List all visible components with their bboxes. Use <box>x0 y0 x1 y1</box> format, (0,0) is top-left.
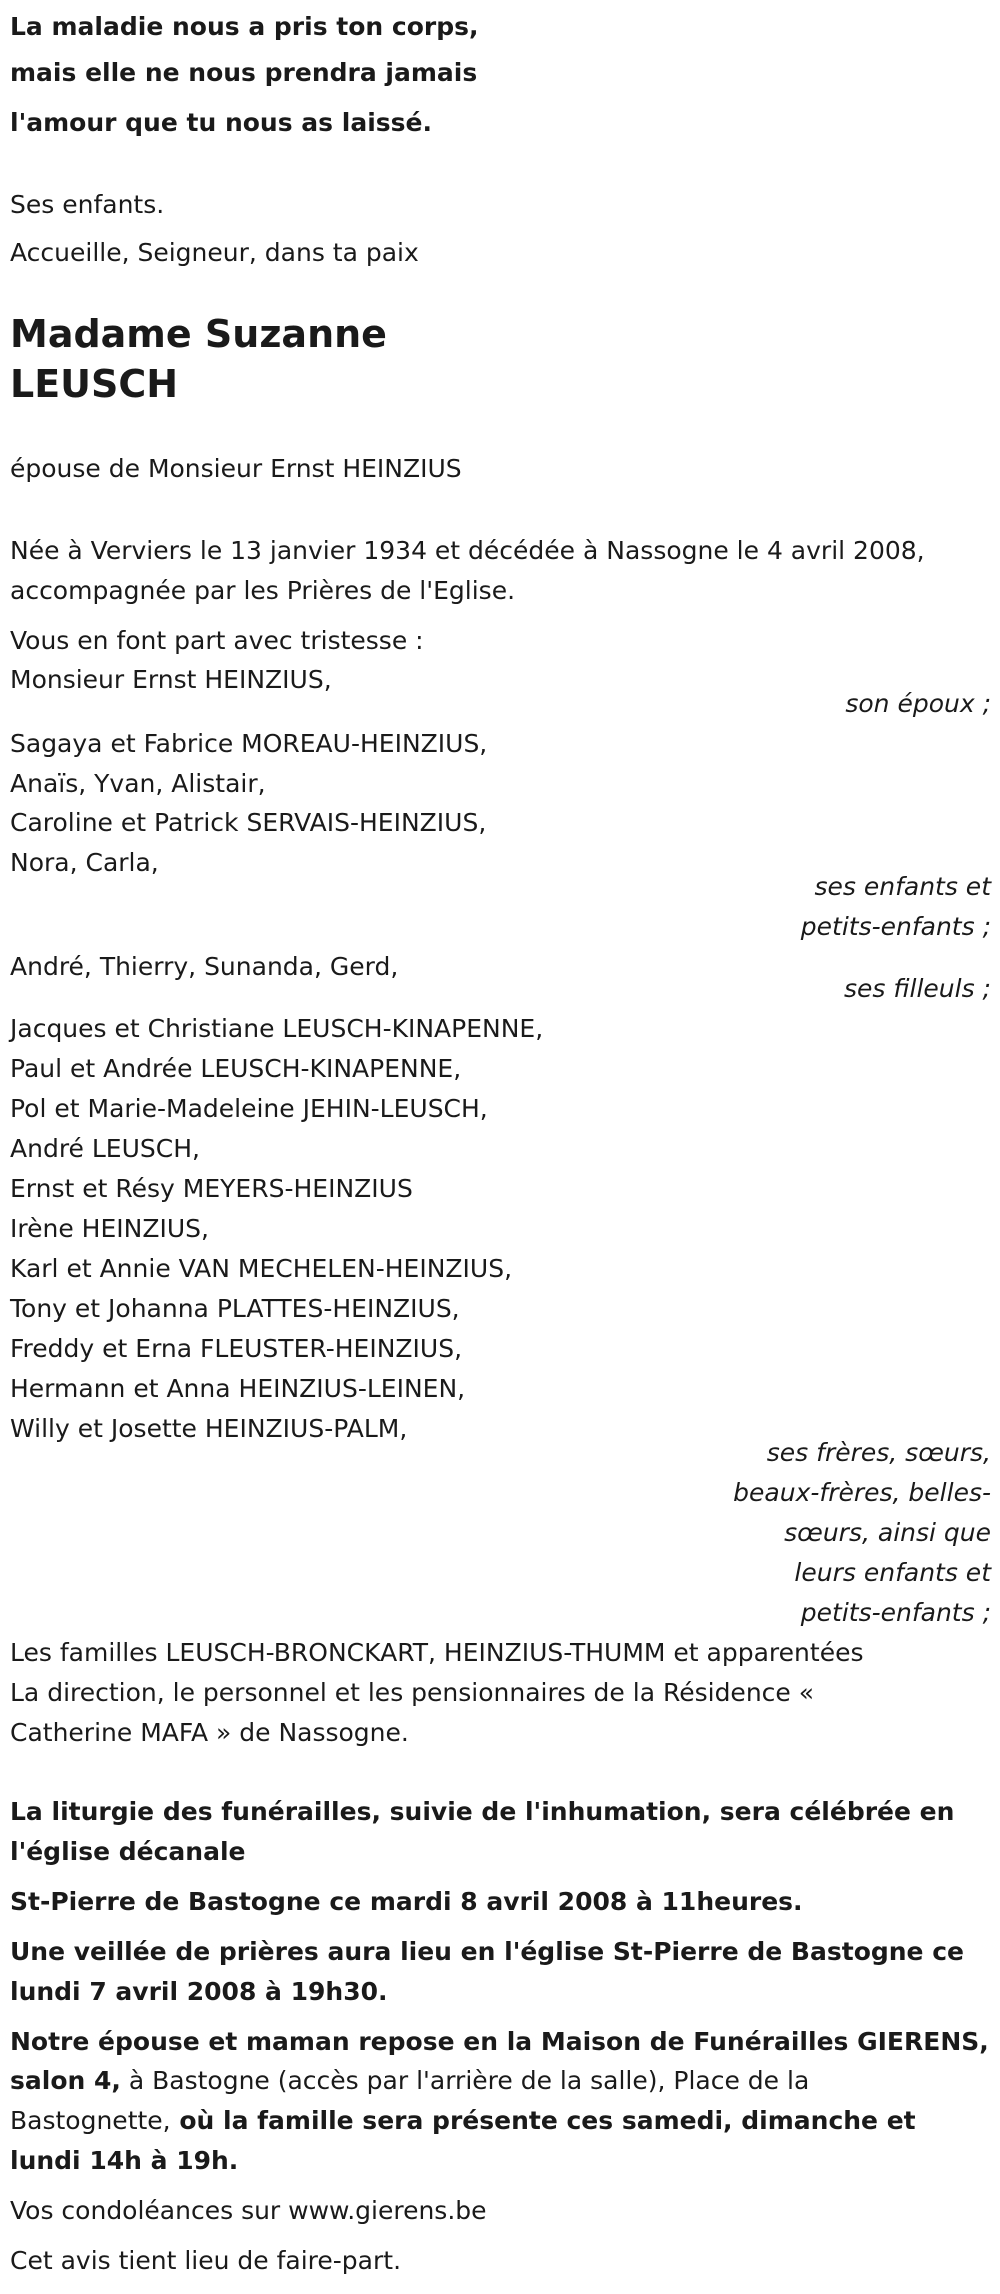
child-line-4: Nora, Carla, <box>10 848 159 877</box>
deceased-name-last: LEUSCH <box>10 362 179 406</box>
closing-line: Cet avis tient lieu de faire-part. <box>10 2246 402 2275</box>
families-line-1: Les familles LEUSCH-BRONCKART, HEINZIUS-THUMM et apparentées <box>10 1638 864 1667</box>
church-line: St-Pierre de Bastogne ce mardi 8 avril 2008 à 11heures. <box>10 1887 803 1916</box>
quote-line-2: mais elle ne nous prendra jamais <box>10 58 478 87</box>
families-line-2: La direction, le personnel et les pensionnaires de la Résidence « <box>10 1678 815 1707</box>
siblings-relation-5: petits-enfants ; <box>800 1598 991 1627</box>
sibling-line-5: Ernst et Résy MEYERS-HEINZIUS <box>10 1174 413 1203</box>
intro-line-1: Ses enfants. <box>10 190 165 219</box>
rest-line-1: Notre épouse et maman repose en la Maison de Funérailles GIERENS, <box>10 2027 989 2056</box>
sibling-line-4: André LEUSCH, <box>10 1134 200 1163</box>
siblings-relation-3: sœurs, ainsi que <box>784 1518 991 1547</box>
intro-line-2: Accueille, Seigneur, dans ta paix <box>10 238 419 267</box>
rest-line-4: lundi 14h à 19h. <box>10 2146 239 2175</box>
siblings-relation-2: beaux-frères, belles- <box>733 1478 991 1507</box>
rest-line-2 <box>10 2064 809 2098</box>
liturgy-line-1: La liturgie des funérailles, suivie de l'inhumation, sera célébrée en <box>10 1797 955 1826</box>
quote-line-1: La maladie nous a pris ton corps, <box>10 12 479 41</box>
vigil-line-2: lundi 7 avril 2008 à 19h30. <box>10 1977 388 2006</box>
birth-line-1: Née à Verviers le 13 janvier 1934 et décédée à Nassogne le 4 avril 2008, <box>10 536 925 565</box>
rest-line-3 <box>10 2104 916 2138</box>
husband-name: Monsieur Ernst HEINZIUS, <box>10 665 332 694</box>
sibling-line-8: Tony et Johanna PLATTES-HEINZIUS, <box>10 1294 460 1323</box>
vigil-line-1: Une veillée de prières aura lieu en l'église St-Pierre de Bastogne ce <box>10 1937 964 1966</box>
child-line-3: Caroline et Patrick SERVAIS-HEINZIUS, <box>10 808 487 837</box>
quote-line-3: l'amour que tu nous as laissé. <box>10 108 432 137</box>
siblings-relation-1: ses frères, sœurs, <box>766 1438 991 1467</box>
sibling-line-9: Freddy et Erna FLEUSTER-HEINZIUS, <box>10 1334 463 1363</box>
announcement: Vous en font part avec tristesse : <box>10 626 424 655</box>
child-line-2: Anaïs, Yvan, Alistair, <box>10 769 266 798</box>
rest-salon: salon 4, <box>10 2066 121 2095</box>
sibling-line-11: Willy et Josette HEINZIUS-PALM, <box>10 1414 408 1443</box>
godchildren-relation: ses filleuls ; <box>844 974 991 1003</box>
sibling-line-6: Irène HEINZIUS, <box>10 1214 209 1243</box>
sibling-line-10: Hermann et Anna HEINZIUS-LEINEN, <box>10 1374 466 1403</box>
sibling-line-1: Jacques et Christiane LEUSCH-KINAPENNE, <box>10 1014 544 1043</box>
husband-relation: son époux ; <box>845 689 991 718</box>
spouse-line: épouse de Monsieur Ernst HEINZIUS <box>10 454 462 483</box>
families-line-3: Catherine MAFA » de Nassogne. <box>10 1718 409 1747</box>
birth-line-2: accompagnée par les Prières de l'Eglise. <box>10 576 516 605</box>
liturgy-line-2: l'église décanale <box>10 1837 246 1866</box>
sibling-line-7: Karl et Annie VAN MECHELEN-HEINZIUS, <box>10 1254 513 1283</box>
children-relation-2: petits-enfants ; <box>800 912 991 941</box>
rest-location: à Bastogne (accès par l'arrière de la salle), Place de la <box>120 2066 810 2095</box>
children-relation-1: ses enfants et <box>814 872 991 901</box>
rest-place: Bastognette, <box>10 2106 171 2135</box>
condolences-line: Vos condoléances sur www.gierens.be <box>10 2196 487 2225</box>
deceased-name-first: Madame Suzanne <box>10 312 387 356</box>
godchildren: André, Thierry, Sunanda, Gerd, <box>10 952 399 981</box>
sibling-line-3: Pol et Marie-Madeleine JEHIN-LEUSCH, <box>10 1094 488 1123</box>
sibling-line-2: Paul et Andrée LEUSCH-KINAPENNE, <box>10 1054 462 1083</box>
siblings-relation-4: leurs enfants et <box>794 1558 991 1587</box>
child-line-1: Sagaya et Fabrice MOREAU-HEINZIUS, <box>10 729 488 758</box>
rest-family-presence: où la famille sera présente ces samedi, dimanche et <box>170 2106 916 2135</box>
